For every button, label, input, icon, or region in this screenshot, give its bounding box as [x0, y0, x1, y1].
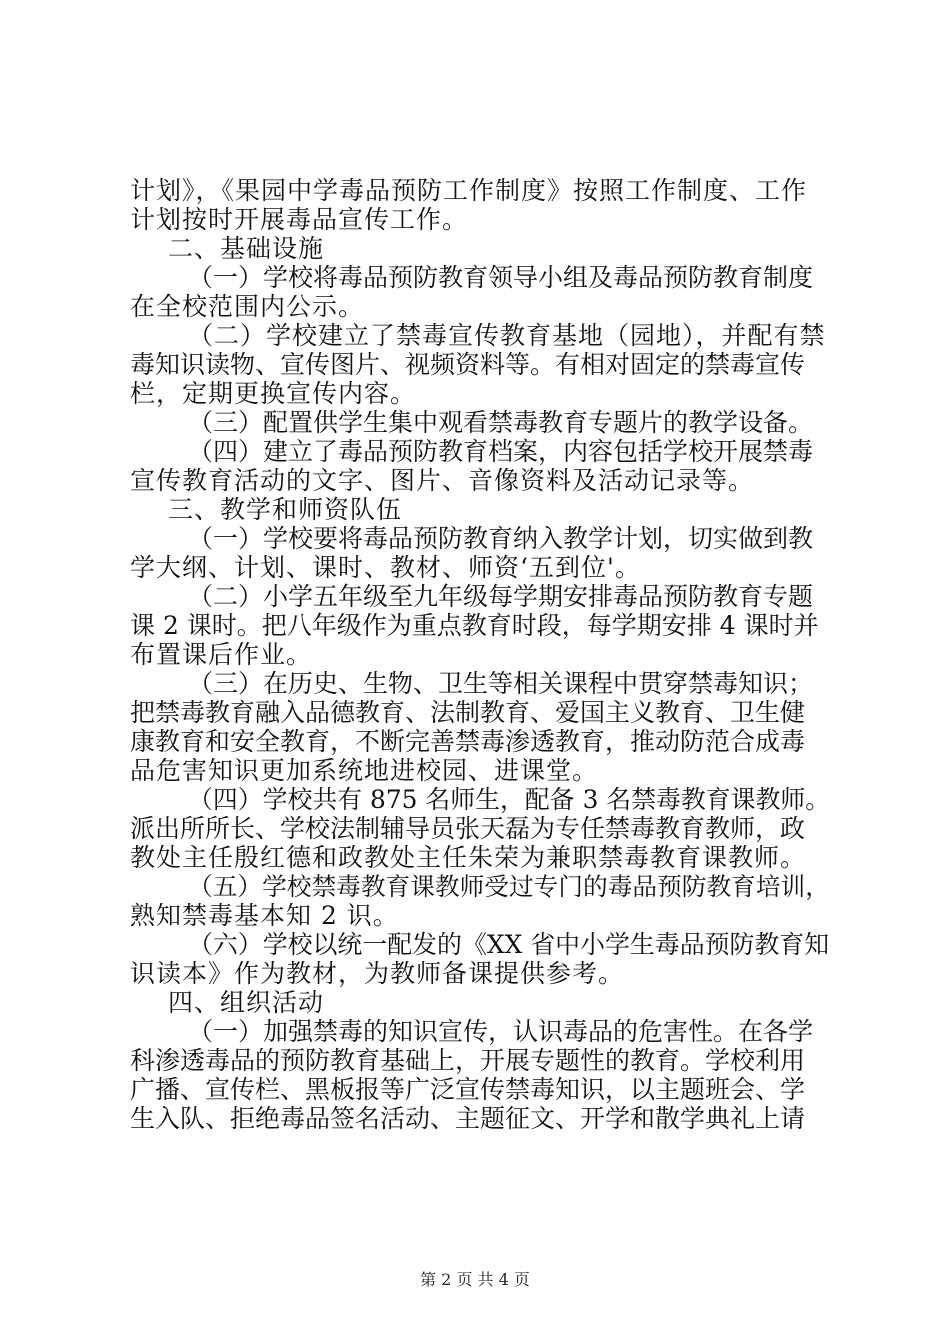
text-line: 识读本》作为教材，为教师备课提供参考。 [130, 959, 625, 988]
text-line: 二、基础设施 [168, 234, 325, 263]
text-line: （六）学校以统一配发的《XX 省中小学生毒品预防教育知 [188, 930, 830, 959]
text-line: 广播、宣传栏、黑板报等广泛宣传禁毒知识，以主题班会、学 [130, 1075, 806, 1104]
text-line: 四、组织活动 [168, 988, 325, 1017]
text-line: 教处主任殷红德和政教处主任朱荣为兼职禁毒教育课教师。 [130, 843, 807, 872]
text-line: 学大纲、计划、课时、教材、师资‘五到位'。 [130, 553, 641, 582]
text-line: 计划按时开展毒品宣传工作。 [130, 205, 469, 234]
text-line: 毒知识读物、宣传图片、视频资料等。有相对固定的禁毒宣传 [130, 350, 806, 379]
text-line: 课 2 课时。把八年级作为重点教育时段，每学期安排 4 课时并 [130, 611, 819, 640]
text-line: 计划》，《果园中学毒品预防工作制度》按照工作制度、工作 [130, 176, 808, 205]
text-line: （二）小学五年级至九年级每学期安排毒品预防教育专题 [188, 582, 814, 611]
text-line: 栏，定期更换宣传内容。 [130, 379, 417, 408]
text-line: 熟知禁毒基本知 2 识。 [130, 901, 399, 930]
text-line: （五）学校禁毒教育课教师受过专门的毒品预防教育培训， [188, 872, 830, 901]
text-line: （三）在历史、生物、卫生等相关课程中贯穿禁毒知识； [188, 669, 814, 698]
text-line: 派出所所长、学校法制辅导员张天磊为专任禁毒教育教师，政 [130, 814, 806, 843]
text-line: 康教育和安全教育，不断完善禁毒渗透教育，推动防范合成毒 [130, 727, 806, 756]
document-body [130, 176, 830, 1133]
text-line: （二）学校建立了禁毒宣传教育基地（园地），并配有禁 [188, 321, 826, 350]
page-footer [0, 1271, 950, 1289]
text-line: 科渗透毒品的预防教育基础上，开展专题性的教育。学校利用 [130, 1046, 806, 1075]
text-line: （一）加强禁毒的知识宣传，认识毒品的危害性。在各学 [188, 1017, 814, 1046]
text-line: （一）学校要将毒品预防教育纳入教学计划，切实做到教 [188, 524, 814, 553]
text-line: （四）学校共有 875 名师生，配备 3 名禁毒教育课教师。 [188, 785, 831, 814]
text-line: 在全校范围内公示。 [130, 292, 365, 321]
text-line: 三、教学和师资队伍 [168, 495, 403, 524]
text-line: 布置课后作业。 [130, 640, 313, 669]
text-line: 宣传教育活动的文字、图片、音像资料及活动记录等。 [130, 466, 755, 495]
text-line: 品危害知识更加系统地进校园、进课堂。 [130, 756, 599, 785]
text-line: （三）配置供学生集中观看禁毒教育专题片的教学设备。 [188, 408, 814, 437]
text-line: （一）学校将毒品预防教育领导小组及毒品预防教育制度 [188, 263, 814, 292]
text-line: 把禁毒教育融入品德教育、法制教育、爱国主义教育、卫生健 [130, 698, 806, 727]
text-line: 生入队、拒绝毒品签名活动、主题征文、开学和散学典礼上请 [130, 1104, 806, 1133]
page-number-label: 第 2 页 共 4 页 [420, 1270, 530, 1289]
text-line: （四）建立了毒品预防教育档案，内容包括学校开展禁毒 [188, 437, 814, 466]
